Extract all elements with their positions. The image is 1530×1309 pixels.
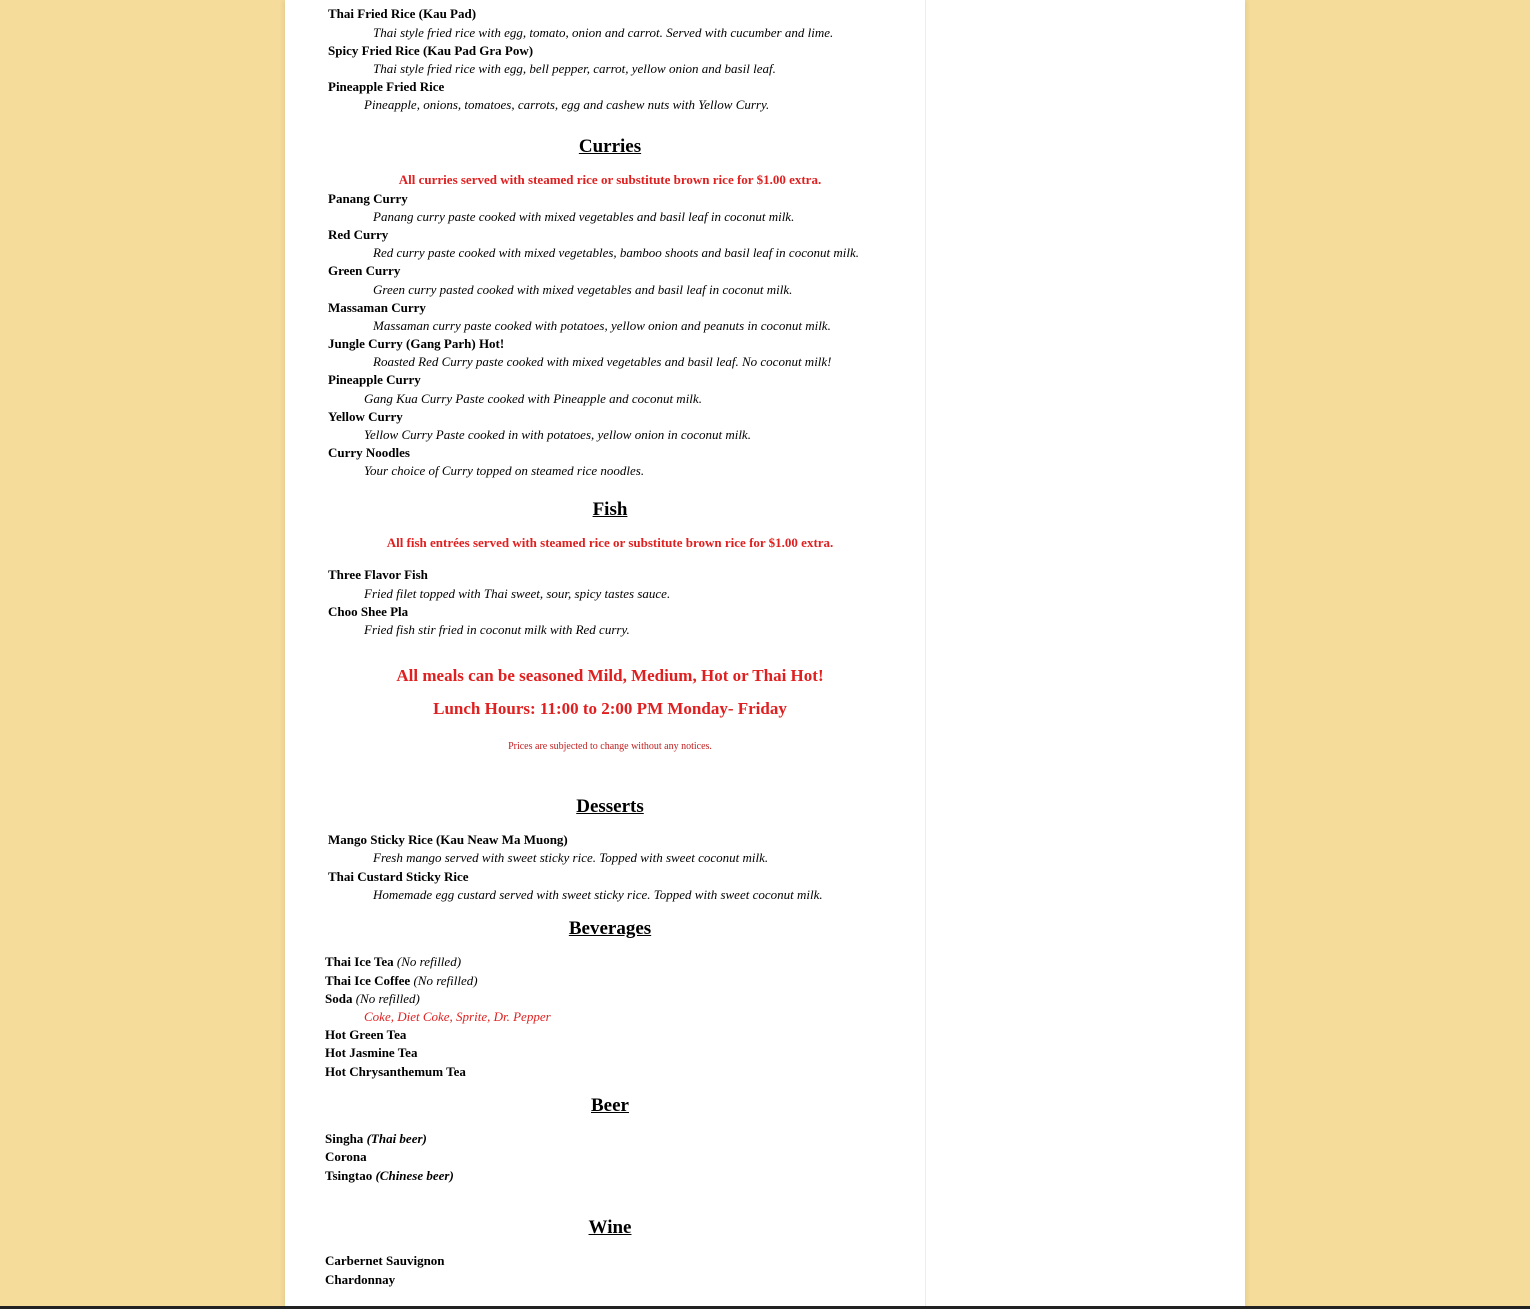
beer-name: Tsingtao xyxy=(325,1168,373,1183)
fish-note: All fish entrées served with steamed rice or substitute brown rice for $1.00 extra. xyxy=(386,535,834,550)
section-title-beer: Beer xyxy=(591,1095,629,1116)
section-title-curries: Curries xyxy=(578,136,642,157)
menu-item-name: Red Curry xyxy=(328,227,389,242)
menu-item-desc: Thai style fried rice with egg, tomato, onion and carrot. Served with cucumber and lime. xyxy=(373,25,834,40)
menu-item-name: Pineapple Fried Rice xyxy=(328,79,445,94)
curries-note: All curries served with steamed rice or substitute brown rice for $1.00 extra. xyxy=(398,172,822,187)
beverage-thai-ice-tea xyxy=(325,954,461,970)
wine-item: Chardonnay xyxy=(325,1272,396,1287)
menu-item-desc: Thai style fried rice with egg, bell pepper, carrot, yellow onion and basil leaf. xyxy=(373,61,776,76)
section-title-desserts: Desserts xyxy=(576,796,644,817)
menu-item-name: Spicy Fried Rice (Kau Pad Gra Pow) xyxy=(328,43,534,58)
section-title-beverages: Beverages xyxy=(568,918,652,939)
beverage-note: (No refilled) xyxy=(413,973,478,988)
beer-singha xyxy=(325,1131,427,1147)
beverage-name: Thai Ice Tea xyxy=(325,954,394,969)
soda-options: Coke, Diet Coke, Sprite, Dr. Pepper xyxy=(364,1009,551,1024)
beer-note: (Chinese beer) xyxy=(375,1168,454,1183)
menu-item-desc: Fried fish stir fried in coconut milk with Red curry. xyxy=(364,622,630,637)
beverage-hot-jasmine-tea: Hot Jasmine Tea xyxy=(325,1045,418,1060)
menu-item-desc: Homemade egg custard served with sweet sticky rice. Topped with sweet coconut milk. xyxy=(373,887,823,902)
menu-item-desc: Red curry paste cooked with mixed vegetables, bamboo shoots and basil leaf in coconut milk. xyxy=(373,245,859,260)
menu-item-name: Three Flavor Fish xyxy=(328,567,428,582)
beer-note: (Thai beer) xyxy=(366,1131,427,1146)
menu-item-name: Thai Fried Rice (Kau Pad) xyxy=(328,6,477,21)
menu-item-desc: Massaman curry paste cooked with potatoes, yellow onion and peanuts in coconut milk. xyxy=(373,318,831,333)
beverage-note: (No refilled) xyxy=(355,991,420,1006)
menu-item-name: Green Curry xyxy=(328,263,401,278)
beverage-hot-green-tea: Hot Green Tea xyxy=(325,1027,407,1042)
section-title-wine: Wine xyxy=(588,1217,632,1238)
section-title-fish: Fish xyxy=(592,499,628,520)
menu-item-desc: Fresh mango served with sweet sticky rice. Topped with sweet coconut milk. xyxy=(373,850,769,865)
beverage-thai-ice-coffee xyxy=(325,973,478,989)
menu-item-name: Yellow Curry xyxy=(328,409,403,424)
lunch-hours: Lunch Hours: 11:00 to 2:00 PM Monday- Friday xyxy=(433,699,787,718)
menu-item-name: Jungle Curry (Gang Parh) Hot! xyxy=(328,336,505,351)
menu-item-name: Massaman Curry xyxy=(328,300,426,315)
menu-item-desc: Roasted Red Curry paste cooked with mixed vegetables and basil leaf. No coconut milk! xyxy=(373,354,832,369)
menu-item-name: Panang Curry xyxy=(328,191,408,206)
menu-item-desc: Gang Kua Curry Paste cooked with Pineapple and coconut milk. xyxy=(364,391,702,406)
beverage-note: (No refilled) xyxy=(396,954,462,969)
beverage-hot-chrysanthemum-tea: Hot Chrysanthemum Tea xyxy=(325,1064,466,1079)
beer-tsingtao xyxy=(325,1168,454,1184)
menu-page xyxy=(285,0,1245,1307)
menu-item-desc: Green curry pasted cooked with mixed vegetables and basil leaf in coconut milk. xyxy=(373,282,793,297)
menu-item-desc: Yellow Curry Paste cooked in with potatoes, yellow onion in coconut milk. xyxy=(364,427,751,442)
beer-corona: Corona xyxy=(325,1149,367,1164)
wine-item: Carbernet Sauvignon xyxy=(325,1253,445,1268)
seasoning-notice: All meals can be seasoned Mild, Medium, Hot or Thai Hot! xyxy=(396,666,824,685)
menu-item-desc: Your choice of Curry topped on steamed rice noodles. xyxy=(364,463,645,478)
column-divider xyxy=(925,0,926,1307)
menu-item-desc: Panang curry paste cooked with mixed vegetables and basil leaf in coconut milk. xyxy=(373,209,795,224)
menu-item-name: Curry Noodles xyxy=(328,445,410,460)
beverage-soda xyxy=(325,991,420,1007)
menu-item-name: Thai Custard Sticky Rice xyxy=(328,869,469,884)
prices-notice: Prices are subjected to change without any notices. xyxy=(508,741,712,752)
beverage-name: Thai Ice Coffee xyxy=(325,973,411,988)
menu-item-desc: Fried filet topped with Thai sweet, sour, spicy tastes sauce. xyxy=(364,586,671,601)
beer-name: Singha xyxy=(325,1131,364,1146)
menu-item-name: Pineapple Curry xyxy=(328,372,421,387)
menu-item-name: Mango Sticky Rice (Kau Neaw Ma Muong) xyxy=(328,832,568,847)
menu-item-desc: Pineapple, onions, tomatoes, carrots, egg and cashew nuts with Yellow Curry. xyxy=(364,97,770,112)
menu-item-name: Choo Shee Pla xyxy=(328,604,409,619)
beverage-name: Soda xyxy=(325,991,353,1006)
